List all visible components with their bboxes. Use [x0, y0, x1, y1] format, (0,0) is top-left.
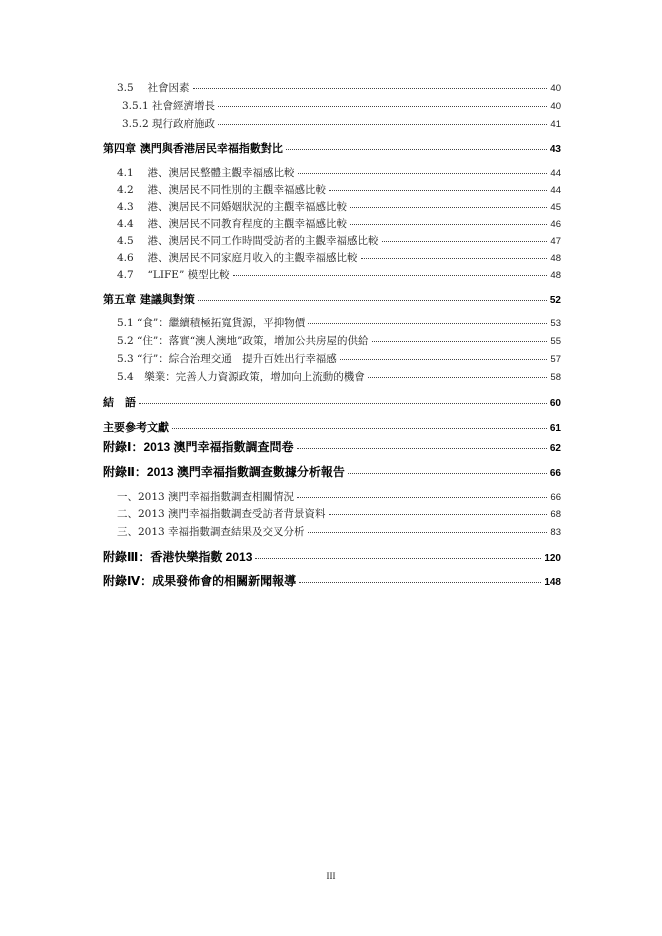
toc-entry-title: 主要參考文獻 — [103, 421, 169, 434]
toc-entry — [103, 143, 561, 155]
toc-entry-page-number: 44 — [550, 168, 561, 179]
dot-leader — [329, 190, 547, 191]
toc-entry — [122, 119, 561, 130]
toc-entry-page-number: 48 — [550, 253, 561, 264]
toc-entry-page-number: 40 — [550, 83, 561, 94]
toc-entry — [103, 397, 561, 409]
toc-entry — [117, 527, 561, 538]
dot-leader — [298, 173, 548, 174]
toc-entry-title: 一、2013 澳門幸福指數調查相關情況 — [117, 491, 295, 503]
toc-entry — [103, 422, 561, 434]
toc-entry — [117, 185, 561, 196]
toc-entry-page-number: 43 — [549, 144, 561, 155]
dot-leader — [297, 448, 547, 449]
dot-leader — [308, 323, 547, 324]
toc-entry-title: 4.7 “LIFE” 模型比較 — [117, 269, 230, 281]
toc-entry-page-number: 44 — [550, 185, 561, 196]
toc-entry — [117, 354, 561, 365]
dot-leader — [198, 300, 547, 301]
toc-entry — [117, 168, 561, 179]
toc-entry — [117, 202, 561, 213]
toc-entry-page-number: 52 — [549, 295, 561, 306]
toc-entry-page-number: 68 — [550, 509, 561, 520]
dot-leader — [382, 241, 548, 242]
toc-entry-page-number: 45 — [550, 202, 561, 213]
toc-entry-title: 3.5.2 現行政府施政 — [122, 118, 216, 130]
toc-entry-title: 附錄Ⅱ：2013 澳門幸福指數調查數據分析報告 — [103, 465, 345, 479]
toc-entry-page-number: 47 — [550, 236, 561, 247]
dot-leader — [172, 428, 547, 429]
toc-entry-title: 5.1 “食”：繼續積極拓寬貨源，平抑物價 — [117, 317, 306, 329]
dot-leader — [368, 377, 548, 378]
toc-entry — [103, 294, 561, 306]
toc-entry-title: 4.4 港、澳居民不同教育程度的主觀幸福感比較 — [117, 218, 348, 230]
toc-entry-title: 3.5 社會因素 — [117, 82, 190, 94]
dot-leader — [218, 106, 547, 107]
dot-leader — [233, 275, 548, 276]
dot-leader — [255, 558, 541, 559]
toc-entry — [117, 492, 561, 503]
dot-leader — [286, 149, 547, 150]
toc-entry-title: 5.4 樂業：完善人力資源政策，增加向上流動的機會 — [117, 371, 365, 383]
toc-entry — [103, 551, 561, 564]
toc-entry-page-number: 148 — [544, 577, 561, 588]
toc-entry-page-number: 57 — [550, 354, 561, 365]
toc-entry-title: 第五章 建議與對策 — [103, 293, 195, 306]
toc-entry-title: 4.2 港、澳居民不同性別的主觀幸福感比較 — [117, 184, 327, 196]
dot-leader — [139, 403, 547, 404]
dot-leader — [372, 341, 548, 342]
toc-entry-page-number: 53 — [550, 318, 561, 329]
toc-entry-page-number: 120 — [544, 553, 561, 564]
toc-entry — [117, 83, 561, 94]
toc-entry-title: 3.5.1 社會經濟增長 — [122, 100, 216, 112]
toc-entry-page-number: 58 — [550, 372, 561, 383]
toc-entry — [117, 509, 561, 520]
toc-entry — [117, 253, 561, 264]
dot-leader — [299, 582, 541, 583]
toc-entry — [117, 336, 561, 347]
toc-entry-page-number: 62 — [549, 443, 561, 454]
toc-entry-page-number: 46 — [550, 219, 561, 230]
dot-leader — [308, 532, 548, 533]
toc-entry-page-number: 66 — [550, 492, 561, 503]
toc-entry-title: 附錄Ⅳ：成果發佈會的相關新聞報導 — [103, 574, 297, 588]
dot-leader — [350, 207, 547, 208]
toc-entry-page-number: 66 — [549, 468, 561, 479]
toc-entry-title: 5.2 “住”：落實“澳人澳地”政策，增加公共房屋的供給 — [117, 335, 369, 347]
toc-entry-page-number: 48 — [550, 270, 561, 281]
toc-entry-page-number: 55 — [550, 336, 561, 347]
toc-entry-title: 附錄Ⅲ：香港快樂指數 2013 — [103, 550, 253, 564]
toc-entry-page-number: 60 — [549, 398, 561, 409]
dot-leader — [193, 88, 548, 89]
toc-entry-page-number: 40 — [550, 101, 561, 112]
toc-entry-title: 5.3 “行”：綜合治理交通 提升百姓出行幸福感 — [117, 353, 337, 365]
toc-entry-title: 4.5 港、澳居民不同工作時間受訪者的主觀幸福感比較 — [117, 235, 379, 247]
dot-leader — [361, 258, 548, 259]
toc-entry-title: 第四章 澳門與香港居民幸福指數對比 — [103, 142, 283, 155]
dot-leader — [340, 359, 548, 360]
dot-leader — [348, 473, 547, 474]
toc-entry — [117, 270, 561, 281]
toc-entry — [117, 372, 561, 383]
toc-entry-title: 4.1 港、澳居民整體主觀幸福感比較 — [117, 167, 295, 179]
dot-leader — [297, 497, 547, 498]
toc-entry-title: 4.3 港、澳居民不同婚姻狀況的主觀幸福感比較 — [117, 201, 348, 213]
toc-entry-page-number: 61 — [549, 423, 561, 434]
toc-entry — [117, 219, 561, 230]
toc-entry — [122, 101, 561, 112]
toc-entry — [117, 318, 561, 329]
page-number: III — [326, 871, 336, 881]
toc-entry — [103, 441, 561, 454]
toc-entry-page-number: 83 — [550, 527, 561, 538]
toc-entry — [117, 236, 561, 247]
dot-leader — [218, 124, 547, 125]
toc-entry-title: 結 語 — [103, 396, 136, 409]
toc-entry-title: 三、2013 幸福指數調查結果及交叉分析 — [117, 526, 305, 538]
toc-entry-title: 附錄Ⅰ：2013 澳門幸福指數調查問卷 — [103, 440, 294, 454]
toc-entry-page-number: 41 — [550, 119, 561, 130]
dot-leader — [329, 514, 548, 515]
toc-entry-title: 4.6 港、澳居民不同家庭月收入的主觀幸福感比較 — [117, 252, 358, 264]
dot-leader — [350, 224, 547, 225]
toc-entry — [103, 575, 561, 588]
toc-entry — [103, 466, 561, 479]
toc-entry-title: 二、2013 澳門幸福指數調查受訪者背景資料 — [117, 508, 326, 520]
